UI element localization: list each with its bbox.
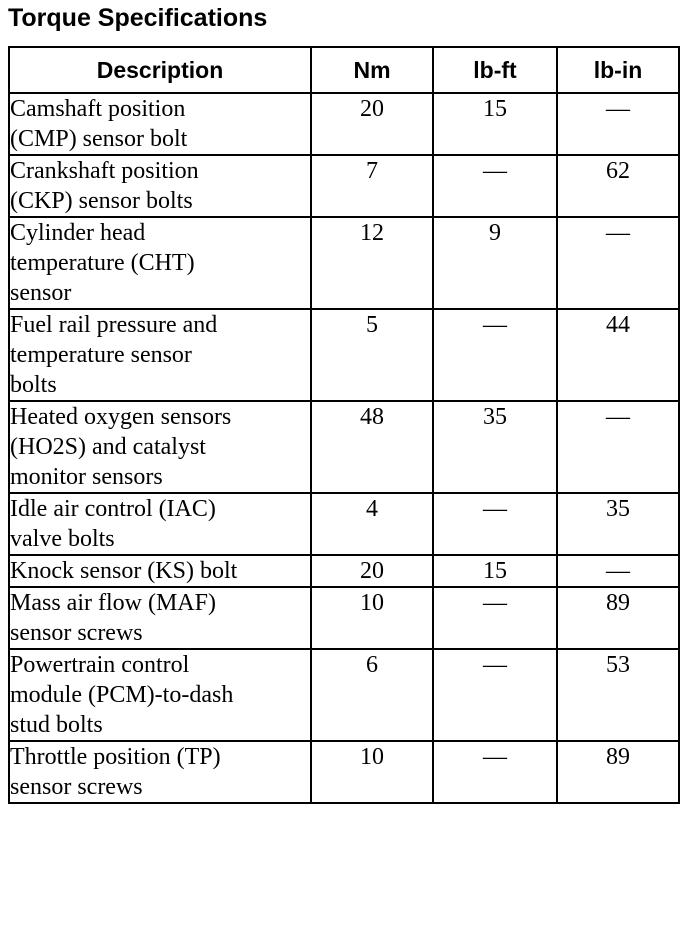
table-row bbox=[9, 217, 679, 309]
nm-cell: 48 bbox=[311, 401, 433, 493]
lb-in-cell: 89 bbox=[557, 587, 679, 649]
lb-in-cell: 62 bbox=[557, 155, 679, 217]
lb-in-cell: 44 bbox=[557, 309, 679, 401]
description-cell: Knock sensor (KS) bolt bbox=[9, 555, 311, 587]
description-cell: Cylinder head temperature (CHT) sensor bbox=[9, 217, 311, 309]
description-cell: Camshaft position (CMP) sensor bolt bbox=[9, 93, 311, 155]
table-row bbox=[9, 309, 679, 401]
table-header-row bbox=[9, 47, 679, 93]
page-title: Torque Specifications bbox=[8, 4, 268, 32]
lb-ft-cell: — bbox=[433, 309, 557, 401]
lb-ft-cell: 15 bbox=[433, 555, 557, 587]
nm-cell: 20 bbox=[311, 93, 433, 155]
description-cell: Crankshaft position (CKP) sensor bolts bbox=[9, 155, 311, 217]
description-cell: Throttle position (TP) sensor screws bbox=[9, 741, 311, 803]
lb-ft-cell: — bbox=[433, 649, 557, 741]
lb-in-cell: 53 bbox=[557, 649, 679, 741]
description-cell: Mass air flow (MAF) sensor screws bbox=[9, 587, 311, 649]
nm-cell: 5 bbox=[311, 309, 433, 401]
lb-ft-cell: 9 bbox=[433, 217, 557, 309]
column-header-lb-in: lb-in bbox=[557, 47, 679, 93]
description-cell: Fuel rail pressure and temperature sensor bolts bbox=[9, 309, 311, 401]
lb-ft-cell: 35 bbox=[433, 401, 557, 493]
table-row bbox=[9, 741, 679, 803]
table-row bbox=[9, 155, 679, 217]
table-row bbox=[9, 493, 679, 555]
table-row bbox=[9, 555, 679, 587]
lb-in-cell: — bbox=[557, 555, 679, 587]
lb-in-cell: — bbox=[557, 401, 679, 493]
table-row bbox=[9, 587, 679, 649]
nm-cell: 12 bbox=[311, 217, 433, 309]
lb-in-cell: 35 bbox=[557, 493, 679, 555]
description-cell: Idle air control (IAC) valve bolts bbox=[9, 493, 311, 555]
nm-cell: 20 bbox=[311, 555, 433, 587]
table-row bbox=[9, 401, 679, 493]
nm-cell: 10 bbox=[311, 741, 433, 803]
table-row bbox=[9, 93, 679, 155]
nm-cell: 10 bbox=[311, 587, 433, 649]
nm-cell: 6 bbox=[311, 649, 433, 741]
lb-in-cell: — bbox=[557, 217, 679, 309]
table-row bbox=[9, 649, 679, 741]
torque-spec-table bbox=[8, 46, 680, 804]
lb-ft-cell: — bbox=[433, 587, 557, 649]
description-cell: Heated oxygen sensors (HO2S) and catalyst monitor sensors bbox=[9, 401, 311, 493]
nm-cell: 7 bbox=[311, 155, 433, 217]
lb-in-cell: 89 bbox=[557, 741, 679, 803]
lb-ft-cell: — bbox=[433, 155, 557, 217]
column-header-description: Description bbox=[9, 47, 311, 93]
description-cell: Powertrain control module (PCM)-to-dash stud bolts bbox=[9, 649, 311, 741]
lb-ft-cell: — bbox=[433, 741, 557, 803]
column-header-nm: Nm bbox=[311, 47, 433, 93]
lb-ft-cell: — bbox=[433, 493, 557, 555]
lb-ft-cell: 15 bbox=[433, 93, 557, 155]
nm-cell: 4 bbox=[311, 493, 433, 555]
column-header-lb-ft: lb-ft bbox=[433, 47, 557, 93]
lb-in-cell: — bbox=[557, 93, 679, 155]
